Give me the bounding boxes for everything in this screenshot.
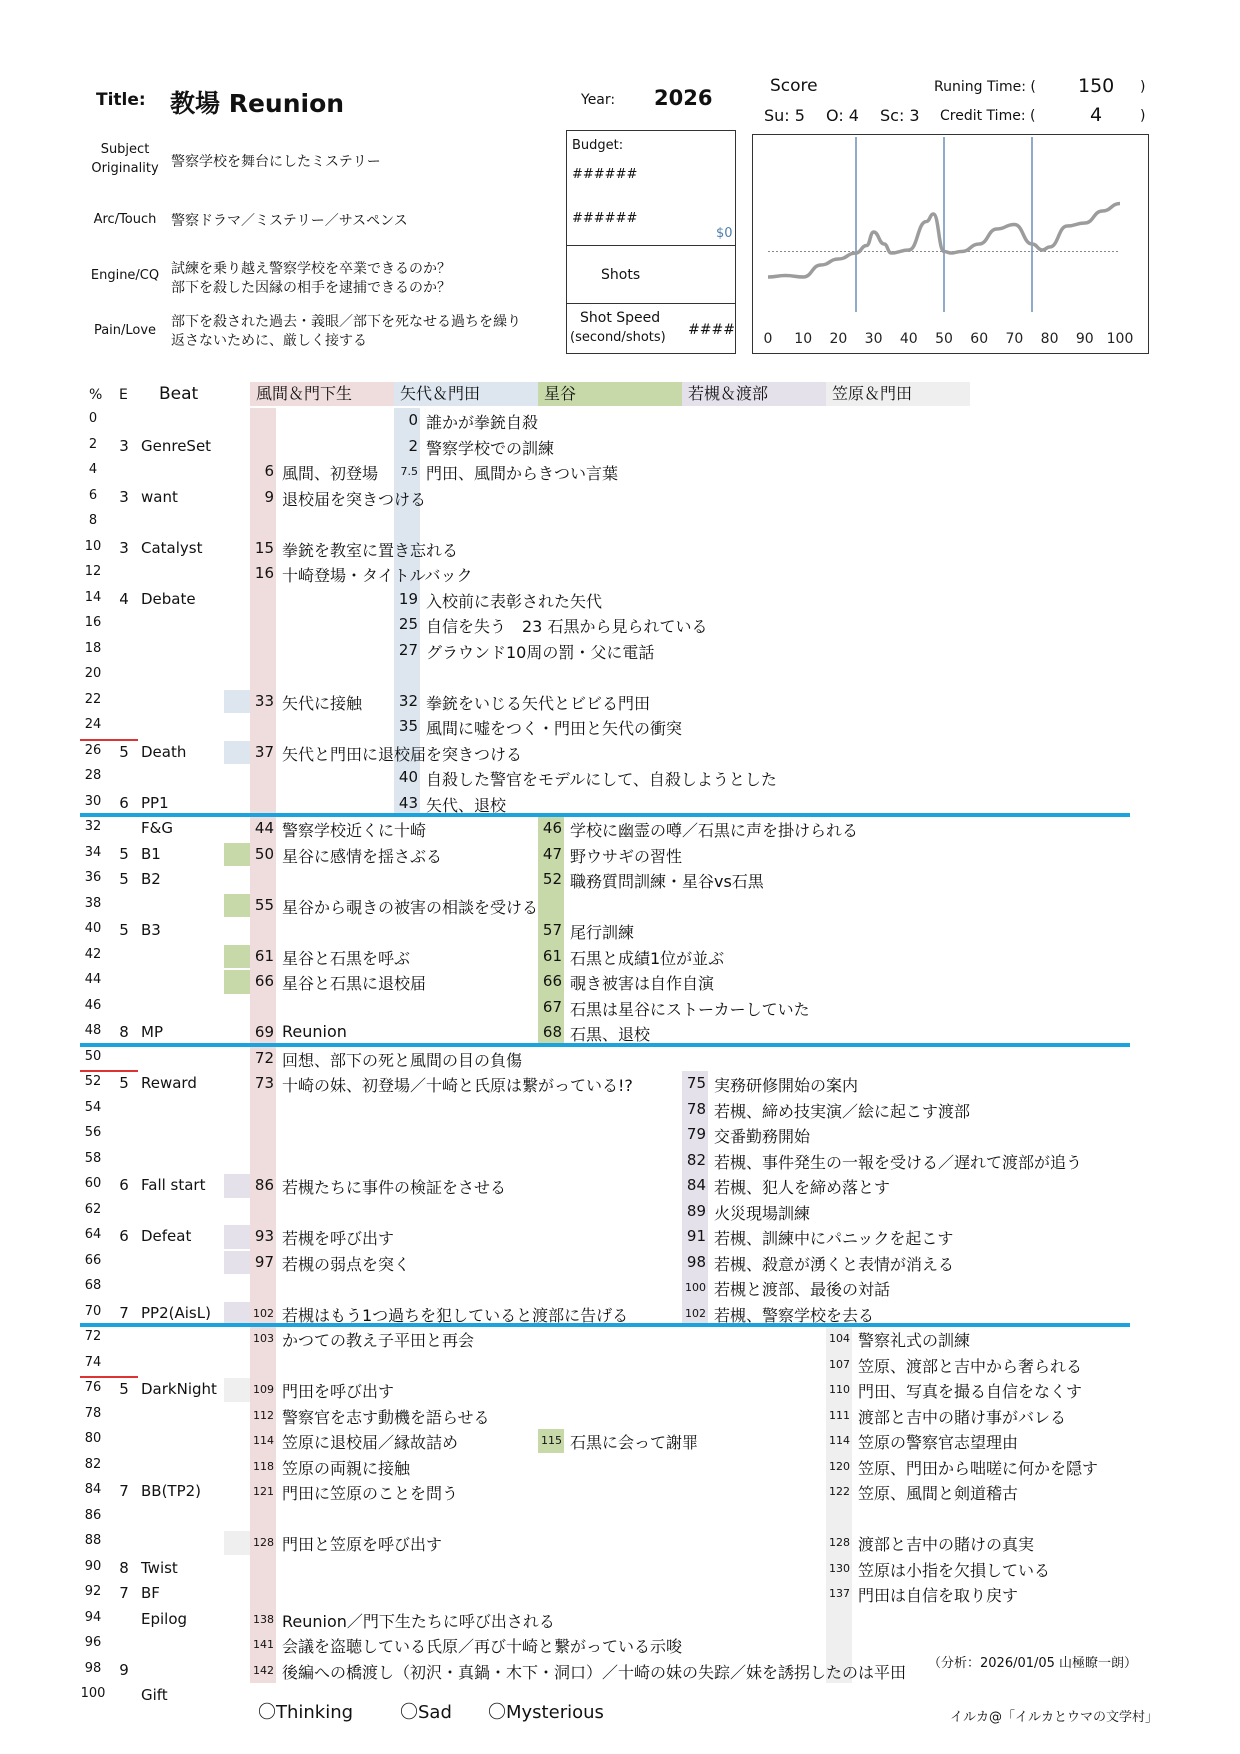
percent-20: 20 — [84, 666, 102, 681]
percent-50: 50 — [84, 1048, 102, 1064]
entry-number-59: 121 — [253, 1485, 274, 1498]
percent-94: 94 — [84, 1609, 102, 1625]
e-value-row-15: 6 — [119, 793, 129, 812]
entry-text-11: 矢代に接触 — [282, 693, 363, 713]
entry-text-48: 警察礼式の訓練 — [858, 1331, 971, 1350]
score-sc: Sc: 3 — [880, 106, 920, 125]
percent-58: 58 — [84, 1150, 102, 1166]
percent-38: 38 — [84, 895, 102, 911]
entry-number-41: 91 — [686, 1227, 706, 1245]
entry-number-9: 25 — [398, 615, 418, 633]
e-value-row-38: 5 — [119, 1380, 129, 1398]
percent-16: 16 — [84, 615, 102, 630]
running-time-label: Runing Time: ( — [934, 79, 1036, 95]
percent-88: 88 — [84, 1533, 102, 1548]
percent-92: 92 — [84, 1584, 102, 1599]
running-time-close: ) — [1140, 79, 1146, 95]
entry-text-17: 警察学校近くに十崎 — [282, 821, 427, 840]
entry-text-27: 覗き被害は自作自演 — [570, 974, 715, 993]
e-value-row-35: 7 — [119, 1303, 129, 1322]
entry-text-64: 門田は自信を取り戻す — [858, 1586, 1019, 1605]
entry-number-53: 111 — [829, 1408, 850, 1422]
percent-36: 36 — [84, 870, 102, 885]
entry-number-20: 47 — [542, 844, 562, 863]
entry-number-64: 137 — [829, 1587, 850, 1600]
e-value-row-46: 7 — [119, 1584, 129, 1602]
chart-x-tick-70: 70 — [1005, 331, 1024, 347]
entry-text-38: 若槻、犯人を締め落とす — [714, 1178, 891, 1197]
beat-bb-tp2-: BB(TP2) — [141, 1482, 202, 1500]
entry-text-42: 若槻の弱点を突く — [282, 1254, 411, 1274]
beat-twist: Twist — [141, 1558, 178, 1577]
entry-number-1: 0 — [408, 411, 418, 429]
entry-number-66: 141 — [253, 1638, 274, 1651]
e-value-row-5: 3 — [119, 538, 129, 557]
entry-text-20: 野ウサギの習性 — [570, 846, 683, 866]
entry-text-12: 拳銃をいじる矢代とビビる門田 — [426, 693, 651, 713]
entry-number-11: 33 — [254, 691, 274, 710]
entry-text-63: 笠原は小指を欠損している — [858, 1560, 1051, 1580]
entry-number-52: 112 — [253, 1408, 274, 1422]
analysis-note: （分析：2026/01/05 山極瞭一朗） — [928, 1656, 1138, 1671]
entry-text-56: 笠原の警察官志望理由 — [858, 1433, 1019, 1452]
percent-98: 98 — [84, 1660, 102, 1676]
entry-text-43: 若槻、殺意が湧くと表情が消える — [714, 1254, 955, 1274]
percent-100: 100 — [80, 1686, 106, 1701]
percent-44: 44 — [84, 972, 102, 987]
budget-label: Budget: — [572, 138, 624, 153]
entry-text-8: 入校前に表彰された矢代 — [426, 591, 603, 611]
entry-number-51: 110 — [829, 1383, 850, 1396]
percent-30: 30 — [84, 793, 102, 809]
entry-text-54: 笠原に退校届／縁故詰め — [282, 1433, 459, 1452]
engine-value-2: 部下を殺した因縁の相手を逮捕できるのか？ — [171, 280, 451, 296]
beat-want: want — [141, 487, 178, 506]
beat-catalyst: Catalyst — [141, 538, 203, 557]
budget-line-2: ###### — [572, 211, 638, 226]
percent-14: 14 — [84, 589, 102, 605]
entry-number-58: 120 — [829, 1459, 850, 1473]
gift-option-thinking[interactable]: 〇Thinking — [258, 1702, 354, 1723]
chart-x-tick-0: 0 — [763, 331, 773, 347]
engine-label: Engine/CQ — [90, 268, 160, 283]
beat-f-g: F&G — [141, 819, 173, 837]
entry-number-4: 7.5 — [400, 465, 418, 478]
entry-number-40: 93 — [254, 1227, 274, 1245]
entry-number-10: 27 — [398, 640, 418, 659]
entry-text-21: 職務質問訓練・星谷vs石黒 — [570, 872, 764, 891]
percent-66: 66 — [84, 1252, 102, 1268]
entry-number-65: 138 — [253, 1612, 274, 1626]
entry-number-49: 107 — [829, 1357, 850, 1371]
e-value-row-42: 7 — [119, 1482, 129, 1500]
entry-number-46: 102 — [685, 1306, 706, 1320]
entry-text-5: 退校届を突きつける — [282, 489, 427, 509]
entry-text-58: 笠原、門田から咄嗟に何かを隠す — [858, 1458, 1099, 1478]
percent-64: 64 — [84, 1227, 102, 1242]
percent-96: 96 — [84, 1635, 102, 1650]
entry-number-16: 43 — [398, 793, 418, 812]
e-value-row-18: 5 — [119, 870, 129, 888]
entry-number-15: 40 — [398, 768, 418, 786]
col-header-beat: Beat — [159, 384, 199, 404]
entry-number-54: 114 — [253, 1434, 274, 1447]
shot-speed-label-1: Shot Speed — [580, 310, 661, 326]
percent-28: 28 — [84, 768, 102, 783]
budget-divider-1 — [566, 245, 736, 246]
legend-col-2: 矢代＆門田 — [394, 382, 538, 406]
chart-x-tick-80: 80 — [1040, 331, 1059, 347]
credit-time-close: ) — [1140, 108, 1146, 124]
entry-number-12: 32 — [398, 691, 418, 710]
entry-number-13: 35 — [398, 717, 418, 735]
score-su: Su: 5 — [764, 106, 805, 125]
entry-text-34: 若槻、締め技実演／絵に起こす渡部 — [714, 1101, 971, 1121]
budget-amount: $0 — [716, 226, 733, 241]
entry-text-25: 石黒と成績1位が並ぶ — [570, 948, 725, 968]
percent-76: 76 — [84, 1380, 102, 1395]
percent-6: 6 — [88, 487, 98, 503]
percent-18: 18 — [84, 640, 102, 656]
entry-number-38: 84 — [686, 1176, 706, 1194]
entry-text-14: 矢代と門田に退校届を突きつける — [282, 744, 523, 764]
entry-text-37: 若槻たちに事件の検証をさせる — [282, 1178, 507, 1197]
band-kasahara — [826, 1326, 852, 1683]
beat-genreset: GenreSet — [141, 436, 212, 455]
running-time-value: 150 — [1078, 75, 1115, 97]
e-value-row-13: 5 — [119, 742, 129, 761]
entry-number-34: 78 — [686, 1099, 706, 1118]
percent-32: 32 — [84, 819, 102, 834]
entry-text-44: 若槻と渡部、最後の対話 — [714, 1280, 891, 1299]
percent-54: 54 — [84, 1099, 102, 1115]
act-separator-1 — [80, 813, 1130, 817]
entry-number-67: 142 — [253, 1663, 274, 1677]
beat-gift: Gift — [141, 1686, 168, 1704]
e-value-row-24: 8 — [119, 1023, 129, 1041]
entry-number-55: 115 — [541, 1434, 562, 1447]
subject-label-2: Originality — [91, 161, 159, 176]
entry-text-18: 学校に幽霊の噂／石黒に声を掛けられる — [570, 821, 859, 840]
e-value-row-45: 8 — [119, 1558, 129, 1577]
entry-text-61: 門田と笠原を呼び出す — [282, 1535, 443, 1554]
beat-b1: B1 — [141, 844, 161, 863]
percent-40: 40 — [84, 921, 102, 936]
entry-number-6: 15 — [254, 538, 274, 557]
percent-26: 26 — [84, 742, 102, 758]
entry-text-19: 星谷に感情を揺さぶる — [282, 846, 443, 866]
e-value-row-26: 5 — [119, 1074, 129, 1092]
page-title: 教場 Reunion — [170, 89, 345, 118]
entry-number-19: 50 — [254, 844, 274, 863]
percent-24: 24 — [84, 717, 102, 732]
score-chart — [752, 134, 1149, 354]
percent-4: 4 — [88, 462, 98, 477]
entry-number-45: 102 — [253, 1306, 274, 1320]
entry-text-41: 若槻、訓練中にパニックを起こす — [714, 1229, 954, 1248]
legend-col-4: 若槻＆渡部 — [682, 382, 826, 406]
pain-value-1: 部下を殺された過去・義眼／部下を死なせる過ちを繰り — [171, 314, 521, 330]
engine-value-1: 試練を乗り越え警察学校を卒業できるのか？ — [171, 261, 451, 277]
entry-number-63: 130 — [829, 1561, 850, 1575]
entry-text-16: 矢代、退校 — [426, 795, 507, 815]
e-value-row-3: 3 — [119, 487, 129, 506]
entry-text-52: 警察官を志す動機を語らせる — [282, 1407, 490, 1427]
entry-number-44: 100 — [685, 1281, 706, 1294]
entry-text-24: 星谷と石黒を呼ぶ — [282, 948, 411, 968]
entry-number-57: 118 — [253, 1459, 274, 1473]
percent-34: 34 — [84, 844, 102, 860]
percent-8: 8 — [88, 513, 98, 528]
entry-number-3: 6 — [264, 462, 274, 480]
entry-number-5: 9 — [264, 487, 274, 506]
percent-52: 52 — [84, 1074, 102, 1089]
e-value-row-17: 5 — [119, 844, 129, 863]
e-value-row-30: 6 — [119, 1176, 129, 1194]
entry-text-28: 石黒は星谷にストーカーしていた — [570, 999, 810, 1019]
beat-pp1: PP1 — [141, 793, 169, 812]
gift-option-mysterious[interactable]: 〇Mysterious — [488, 1702, 604, 1723]
entry-number-43: 98 — [686, 1252, 706, 1271]
quarter-marker-3 — [80, 1376, 138, 1378]
beat-fall-start: Fall start — [141, 1176, 206, 1194]
entry-text-59: 門田に笠原のことを問う — [282, 1484, 459, 1503]
percent-82: 82 — [84, 1456, 102, 1472]
entry-text-13: 風間に嘘をつく・門田と矢代の衝突 — [426, 719, 683, 738]
entry-number-36: 82 — [686, 1150, 706, 1169]
beat-defeat: Defeat — [141, 1227, 192, 1245]
percent-70: 70 — [84, 1303, 102, 1319]
percent-10: 10 — [84, 538, 102, 554]
percent-68: 68 — [84, 1278, 102, 1293]
budget-line-1: ###### — [572, 167, 638, 182]
entry-text-30: 石黒、退校 — [570, 1025, 651, 1044]
gift-option-sad[interactable]: 〇Sad — [400, 1702, 452, 1723]
shot-speed-label-2: (second/shots) — [570, 330, 666, 345]
beat-debate: Debate — [141, 589, 196, 608]
entry-text-31: 回想、部下の死と風間の目の負傷 — [282, 1050, 523, 1070]
percent-74: 74 — [84, 1354, 102, 1370]
beat-reward: Reward — [141, 1074, 197, 1092]
e-value-row-7: 4 — [119, 589, 129, 608]
chart-x-tick-50: 50 — [935, 331, 953, 347]
entry-number-7: 16 — [254, 564, 274, 582]
entry-text-55: 石黒に会って謝罪 — [570, 1433, 699, 1452]
entry-text-67: 後編への橋渡し（初沢・真鍋・木下・洞口）／十崎の妹の失踪／妹を誘拐したのは平田 — [282, 1662, 907, 1682]
entry-number-47: 103 — [253, 1332, 274, 1345]
score-o: O: 4 — [826, 106, 859, 125]
entry-number-31: 72 — [254, 1048, 274, 1067]
entry-text-35: 交番勤務開始 — [714, 1127, 811, 1146]
entry-text-51: 門田、写真を撮る自信をなくす — [858, 1382, 1083, 1401]
entry-number-50: 109 — [253, 1383, 274, 1396]
entry-number-8: 19 — [398, 589, 418, 608]
entry-text-9: 自信を失う 23 石黒から見られている — [426, 617, 708, 636]
beat-darknight: DarkNight — [141, 1380, 217, 1398]
e-value-row-1: 3 — [119, 436, 129, 455]
percent-48: 48 — [84, 1023, 102, 1038]
percent-60: 60 — [84, 1176, 102, 1191]
col-header-percent: % — [89, 387, 103, 403]
chart-x-tick-10: 10 — [794, 331, 813, 347]
entry-text-46: 若槻、警察学校を去る — [714, 1305, 875, 1325]
credit-time-value: 4 — [1090, 104, 1103, 126]
percent-84: 84 — [84, 1482, 102, 1497]
percent-46: 46 — [84, 997, 102, 1013]
entry-text-66: 会議を盗聴している氏原／再び十崎と繋がっている示唆 — [282, 1637, 683, 1656]
entry-number-56: 114 — [829, 1434, 850, 1447]
beat-mp: MP — [141, 1023, 163, 1041]
percent-22: 22 — [84, 691, 102, 707]
entry-text-10: グラウンド10周の罰・父に電話 — [426, 642, 655, 662]
entry-number-37: 86 — [254, 1176, 274, 1194]
chart-x-tick-20: 20 — [829, 331, 848, 347]
entry-text-65: Reunion／門下生たちに呼び出される — [282, 1611, 555, 1631]
entry-number-60: 122 — [829, 1485, 850, 1498]
entry-number-30: 68 — [542, 1023, 562, 1041]
subject-value: 警察学校を舞台にしたミステリー — [171, 154, 381, 170]
credit-note: イルカ@「イルカとウマの文学村」 — [950, 1710, 1159, 1725]
chart-x-tick-30: 30 — [864, 331, 883, 347]
percent-90: 90 — [84, 1558, 102, 1574]
entry-text-49: 笠原、渡部と吉中から奢られる — [858, 1356, 1083, 1376]
entry-number-21: 52 — [542, 870, 562, 888]
col-header-e: E — [119, 387, 128, 403]
percent-78: 78 — [84, 1405, 102, 1421]
entry-number-2: 2 — [408, 436, 418, 455]
entry-text-57: 笠原の両親に接触 — [282, 1458, 411, 1478]
entry-text-2: 警察学校での訓練 — [426, 438, 555, 458]
year-value: 2026 — [654, 86, 713, 110]
entry-number-18: 46 — [542, 819, 562, 837]
entry-text-26: 星谷と石黒に退校届 — [282, 974, 427, 993]
entry-text-36: 若槻、事件発生の一報を受ける／遅れて渡部が追う — [714, 1152, 1083, 1172]
beat-bf: BF — [141, 1584, 160, 1602]
e-value-row-32: 6 — [119, 1227, 129, 1245]
e-value-row-49: 9 — [119, 1660, 129, 1679]
credit-time-label: Credit Time: ( — [940, 108, 1036, 124]
entry-number-26: 66 — [254, 972, 274, 990]
percent-2: 2 — [88, 436, 98, 452]
entry-text-7: 十崎登場・タイトルバック — [282, 566, 473, 585]
beat-death: Death — [141, 742, 187, 761]
quarter-marker-1 — [80, 739, 138, 741]
percent-62: 62 — [84, 1201, 102, 1217]
percent-56: 56 — [84, 1125, 102, 1140]
beat-pp2-aisl-: PP2(AisL) — [141, 1303, 211, 1322]
entry-number-25: 61 — [542, 946, 562, 965]
entry-text-39: 火災現場訓練 — [714, 1203, 811, 1223]
entry-text-33: 実務研修開始の案内 — [714, 1076, 859, 1095]
entry-number-62: 128 — [829, 1536, 850, 1549]
chart-x-tick-40: 40 — [899, 331, 918, 347]
pain-value-2: 返さないために、厳しく接する — [171, 333, 367, 349]
percent-86: 86 — [84, 1507, 102, 1523]
entry-text-45: 若槻はもう1つ過ちを犯していると渡部に告げる — [282, 1305, 629, 1325]
beat-epilog: Epilog — [141, 1609, 188, 1628]
entry-text-32: 十崎の妹、初登場／十崎と氏原は繋がっている!? — [282, 1076, 633, 1095]
budget-divider-2 — [566, 303, 736, 304]
beat-b3: B3 — [141, 921, 161, 939]
beat-b2: B2 — [141, 870, 161, 888]
entry-text-47: かつての教え子平田と再会 — [282, 1331, 475, 1350]
entry-number-33: 75 — [686, 1074, 706, 1092]
entry-number-35: 79 — [686, 1125, 706, 1143]
entry-text-1: 誰かが拳銃自殺 — [426, 413, 539, 432]
score-label: Score — [770, 76, 818, 96]
shot-speed-value: #### — [688, 322, 735, 338]
entry-number-27: 66 — [542, 972, 562, 990]
percent-42: 42 — [84, 946, 102, 962]
entry-text-60: 笠原、風間と剣道稽古 — [858, 1484, 1019, 1503]
shots-label: Shots — [601, 267, 641, 283]
entry-number-14: 37 — [254, 742, 274, 761]
subject-label-1: Subject — [100, 142, 150, 157]
chart-x-tick-60: 60 — [970, 331, 989, 347]
entry-text-62: 渡部と吉中の賭けの真実 — [858, 1535, 1035, 1554]
entry-text-22: 星谷から覗きの被害の相談を受ける — [282, 897, 539, 917]
arc-label: Arc/Touch — [93, 212, 157, 227]
arc-value: 警察ドラマ／ミステリー／サスペンス — [171, 213, 408, 229]
entry-text-40: 若槻を呼び出す — [282, 1229, 395, 1248]
pain-label: Pain/Love — [93, 323, 157, 338]
legend-col-3: 星谷 — [538, 382, 682, 406]
entry-number-39: 89 — [686, 1201, 706, 1220]
entry-text-15: 自殺した警官をモデルにして、自殺しようとした — [426, 770, 777, 789]
entry-number-24: 61 — [254, 946, 274, 965]
entry-number-32: 73 — [254, 1074, 274, 1092]
percent-80: 80 — [84, 1431, 102, 1446]
entry-number-48: 104 — [829, 1332, 850, 1345]
entry-text-3: 風間、初登場 — [282, 464, 379, 483]
entry-text-50: 門田を呼び出す — [282, 1382, 395, 1401]
percent-0: 0 — [88, 411, 98, 426]
entry-number-61: 128 — [253, 1536, 274, 1549]
chart-x-tick-100: 100 — [1106, 331, 1134, 347]
legend-col-1: 風間＆門下生 — [250, 382, 394, 406]
title-label: Title: — [96, 90, 146, 110]
entry-text-23: 尾行訓練 — [570, 923, 635, 942]
entry-number-22: 55 — [254, 895, 274, 914]
entry-number-23: 57 — [542, 921, 562, 939]
e-value-row-20: 5 — [119, 921, 129, 939]
legend-col-5: 笠原＆門田 — [826, 382, 970, 406]
entry-text-6: 拳銃を教室に置き忘れる — [282, 540, 459, 560]
entry-text-53: 渡部と吉中の賭け事がバレる — [858, 1407, 1067, 1427]
entry-text-29: Reunion — [282, 1022, 347, 1041]
entry-number-29: 69 — [254, 1023, 274, 1041]
entry-text-4: 門田、風間からきつい言葉 — [426, 464, 619, 483]
entry-number-17: 44 — [254, 819, 274, 837]
quarter-marker-2 — [80, 1070, 138, 1072]
year-label: Year: — [581, 92, 616, 108]
entry-number-28: 67 — [542, 997, 562, 1016]
percent-12: 12 — [84, 564, 102, 579]
percent-72: 72 — [84, 1329, 102, 1344]
entry-number-42: 97 — [254, 1252, 274, 1271]
chart-x-tick-90: 90 — [1075, 331, 1094, 347]
